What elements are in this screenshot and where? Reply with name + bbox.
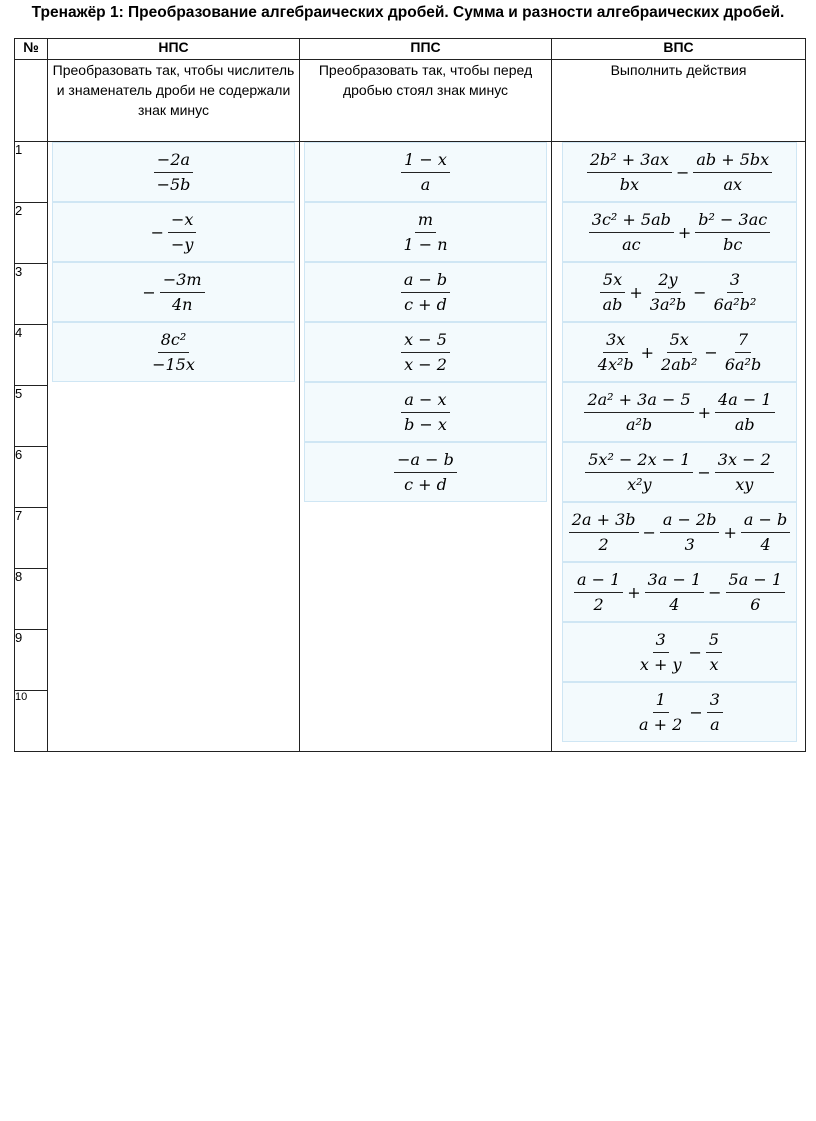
numerator: 2a + 3b xyxy=(569,510,639,533)
operator-sign: − xyxy=(689,702,703,722)
numerator: 2b² + 3ax xyxy=(587,150,672,173)
pps-exercise xyxy=(304,382,547,442)
numerator: 5x xyxy=(600,270,625,293)
numerator: 3 xyxy=(727,270,743,293)
fraction xyxy=(637,630,685,675)
fraction xyxy=(595,330,637,375)
denominator: x xyxy=(709,654,719,674)
description-pps: Преобразовать так, чтобы перед дробью стоял знак минус xyxy=(300,60,552,142)
exercise-table xyxy=(14,38,806,752)
operator-sign: + xyxy=(697,402,712,422)
numerator: 3x − 2 xyxy=(715,450,774,473)
pps-exercise xyxy=(304,442,547,502)
denominator: x − 2 xyxy=(404,354,447,374)
numerator: a − 2b xyxy=(660,510,720,533)
denominator: 4 xyxy=(760,534,771,554)
numerator: −x xyxy=(168,210,196,233)
operator-sign: − xyxy=(642,522,656,542)
denominator: a²b xyxy=(625,414,653,434)
fraction xyxy=(726,570,785,615)
denominator: 1 − n xyxy=(403,234,448,254)
denominator: a xyxy=(420,174,431,194)
nps-column xyxy=(48,142,300,752)
vps-exercise xyxy=(562,142,797,202)
operator-sign: − xyxy=(150,222,164,242)
denominator: 6a²b xyxy=(724,354,762,374)
description-vps: Выполнить действия xyxy=(552,60,806,142)
fraction xyxy=(401,330,450,375)
fraction xyxy=(569,510,639,555)
pps-exercise xyxy=(304,322,547,382)
denominator: −y xyxy=(170,234,194,254)
numerator: 1 xyxy=(653,690,669,713)
denominator: 6 xyxy=(750,594,761,614)
vps-exercise xyxy=(562,622,797,682)
denominator: 3 xyxy=(684,534,695,554)
operator-sign: − xyxy=(704,342,718,362)
numerator: 1 − x xyxy=(401,150,450,173)
fraction xyxy=(600,270,626,315)
numerator: 5x² − 2x − 1 xyxy=(585,450,693,473)
numerator: −a − b xyxy=(394,450,457,473)
fraction xyxy=(647,270,689,315)
row-number: 2 xyxy=(15,203,48,264)
fraction xyxy=(722,330,764,375)
page-title: Тренажёр 1: Преобразование алгебраических дробей. Сумма и разности алгебраических дробей. xyxy=(31,4,785,21)
numerator: 3x xyxy=(603,330,628,353)
denominator: ax xyxy=(723,174,743,194)
fraction xyxy=(660,510,720,555)
denominator: −15x xyxy=(152,354,195,374)
fraction xyxy=(401,270,450,315)
operator-sign: + xyxy=(723,522,737,542)
denominator: 4n xyxy=(171,294,193,314)
vps-exercise xyxy=(562,502,797,562)
vps-exercise xyxy=(562,322,797,382)
denominator: ac xyxy=(622,234,641,254)
vps-exercise xyxy=(562,682,797,742)
row-number: 4 xyxy=(15,325,48,386)
operator-sign: − xyxy=(697,462,711,482)
fraction xyxy=(715,450,774,495)
row-number: 6 xyxy=(15,447,48,508)
operator-sign: − xyxy=(708,582,722,602)
vps-exercise xyxy=(562,202,797,262)
pps-column xyxy=(300,142,552,752)
numerator: 5x xyxy=(667,330,692,353)
numerator: a − b xyxy=(401,270,450,293)
operator-sign: + xyxy=(629,282,643,302)
numerator: x − 5 xyxy=(401,330,450,353)
operator-sign: − xyxy=(675,162,690,182)
fraction xyxy=(741,510,790,555)
denominator: a xyxy=(710,714,720,734)
fraction xyxy=(394,450,457,495)
vps-exercise xyxy=(562,262,797,322)
operator-sign: + xyxy=(640,342,655,362)
numerator: 5 xyxy=(706,630,722,653)
denominator: 3a²b xyxy=(649,294,687,314)
fraction xyxy=(589,210,674,255)
operator-sign: − xyxy=(693,282,707,302)
fraction xyxy=(154,150,194,195)
denominator: b − x xyxy=(404,414,447,434)
fraction xyxy=(707,690,723,735)
operator-sign: + xyxy=(677,222,692,242)
denominator: bx xyxy=(619,174,640,194)
table-row xyxy=(15,142,806,203)
vps-exercise xyxy=(562,562,797,622)
fraction xyxy=(585,450,693,495)
numerator: ab + 5bx xyxy=(693,150,772,173)
row-number: 9 xyxy=(15,630,48,691)
denominator: 4x²b xyxy=(597,354,634,374)
fraction xyxy=(693,150,772,195)
numerator: 5a − 1 xyxy=(726,570,785,593)
denominator: 2ab² xyxy=(661,354,698,374)
denominator: ab xyxy=(602,294,623,314)
denominator: x + y xyxy=(639,654,682,674)
row-number: 3 xyxy=(15,264,48,325)
fraction xyxy=(636,690,685,735)
denominator: c + d xyxy=(404,294,447,314)
nps-exercise xyxy=(52,322,295,382)
denominator: c + d xyxy=(404,474,447,494)
numerator: −2a xyxy=(154,150,193,173)
fraction xyxy=(401,390,450,435)
denominator: xy xyxy=(735,474,754,494)
operator-sign: + xyxy=(627,582,641,602)
row-number: 7 xyxy=(15,508,48,569)
numerator: b² − 3ac xyxy=(695,210,770,233)
fraction xyxy=(695,210,770,255)
nps-exercise xyxy=(52,142,295,202)
fraction xyxy=(400,210,450,255)
denominator: −5b xyxy=(156,174,191,194)
numerator: −3m xyxy=(160,270,205,293)
vps-exercise xyxy=(562,442,797,502)
denominator: 2 xyxy=(593,594,604,614)
fraction xyxy=(168,210,196,255)
fraction xyxy=(587,150,672,195)
denominator: x²y xyxy=(627,474,652,494)
fraction xyxy=(706,630,722,675)
denominator: 4 xyxy=(669,594,680,614)
numerator: 4a − 1 xyxy=(715,390,774,413)
header-vps: ВПС xyxy=(552,39,806,60)
row-number: 5 xyxy=(15,386,48,447)
header-pps: ППС xyxy=(300,39,552,60)
numerator: a − x xyxy=(401,390,449,413)
denominator: 6a²b² xyxy=(713,294,757,314)
numerator: 2y xyxy=(655,270,680,293)
numerator: a − b xyxy=(741,510,790,533)
numerator: 3 xyxy=(707,690,723,713)
denominator: bc xyxy=(723,234,743,254)
fraction xyxy=(160,270,205,315)
fraction xyxy=(584,390,693,435)
numerator: 8c² xyxy=(158,330,190,353)
pps-exercise xyxy=(304,262,547,322)
fraction xyxy=(149,330,198,375)
nps-exercise xyxy=(52,262,295,322)
numerator: 3 xyxy=(653,630,669,653)
fraction xyxy=(715,390,774,435)
fraction xyxy=(645,570,704,615)
vps-column xyxy=(552,142,806,752)
denominator: ab xyxy=(734,414,755,434)
fraction xyxy=(574,570,623,615)
operator-sign: − xyxy=(688,642,702,662)
numerator: 3a − 1 xyxy=(645,570,704,593)
numerator: 2a² + 3a − 5 xyxy=(584,390,693,413)
denominator: 2 xyxy=(598,534,609,554)
numerator: a − 1 xyxy=(574,570,623,593)
numerator: 3c² + 5ab xyxy=(589,210,674,233)
numerator: m xyxy=(415,210,436,233)
fraction xyxy=(658,330,700,375)
row-number: 10 xyxy=(15,691,48,752)
description-row xyxy=(15,60,806,142)
fraction xyxy=(401,150,450,195)
fraction xyxy=(711,270,760,315)
description-empty xyxy=(15,60,48,142)
header-nps: НПС xyxy=(48,39,300,60)
pps-exercise xyxy=(304,202,547,262)
pps-exercise xyxy=(304,142,547,202)
nps-exercise xyxy=(52,202,295,262)
numerator: 7 xyxy=(735,330,751,353)
header-row xyxy=(15,39,806,60)
description-nps: Преобразовать так, чтобы числитель и знаменатель дроби не содержали знак минус xyxy=(48,60,300,142)
header-number: № xyxy=(15,39,48,60)
operator-sign: − xyxy=(142,282,156,302)
denominator: a + 2 xyxy=(639,714,683,734)
row-number: 8 xyxy=(15,569,48,630)
vps-exercise xyxy=(562,382,797,442)
row-number: 1 xyxy=(15,142,48,203)
